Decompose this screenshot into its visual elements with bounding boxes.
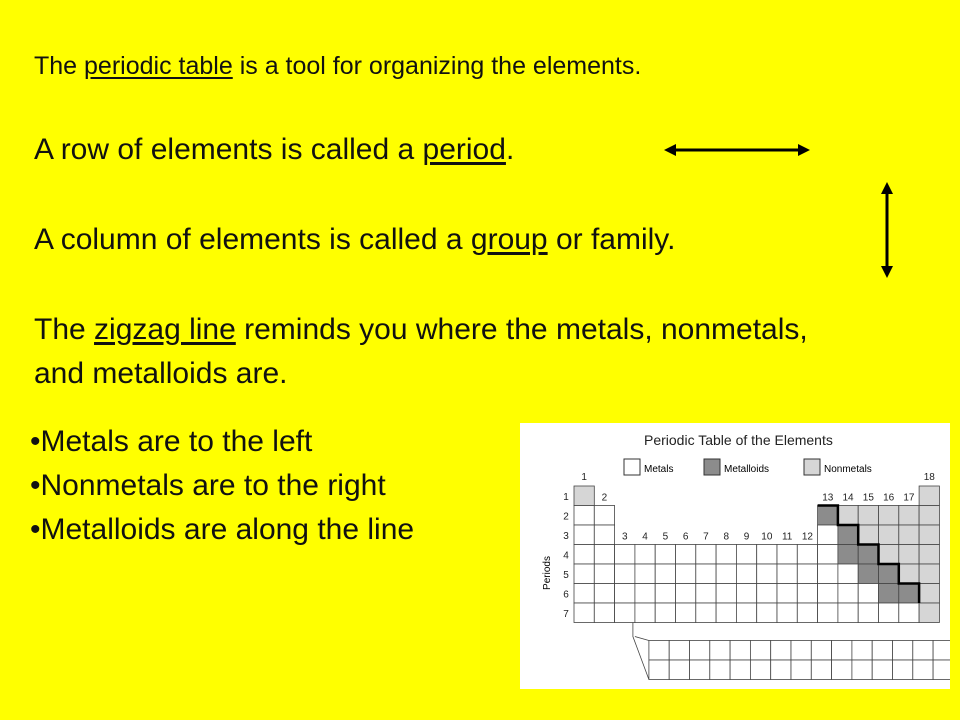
group-number: 3 [621,531,628,543]
element-cell [757,564,777,584]
inner-transition-cell [872,660,892,680]
element-cell [858,545,878,565]
element-cell [797,584,817,604]
element-cell [655,564,675,584]
inner-transition-cell [811,641,831,661]
element-cell [818,525,838,545]
legend-metals-swatch [624,459,640,475]
inner-transition-cell [791,641,811,661]
element-cell [838,545,858,565]
inner-transition-cell [771,660,791,680]
element-cell [676,603,696,623]
element-cell [716,564,736,584]
legend-metals-label: Metals [644,464,674,475]
element-cell [777,584,797,604]
element-cell [594,545,614,565]
element-cell [615,564,635,584]
inner-transition-rows [633,623,950,680]
group-number: 13 [822,492,834,504]
period-number: 2 [563,511,569,523]
group-number: 14 [842,492,854,504]
legend-metalloids-label: Metalloids [724,464,770,475]
group-number: 5 [662,531,669,543]
element-cell [594,584,614,604]
period-number: 7 [563,608,569,620]
element-cell [736,584,756,604]
period-number: 5 [563,569,569,581]
inner-transition-cell [913,641,933,661]
group-number: 10 [761,531,773,543]
element-cell [797,564,817,584]
inner-transition-cell [750,641,770,661]
element-cell [879,584,899,604]
bullet-list [30,420,414,552]
element-cell [899,525,919,545]
element-cell [594,506,614,526]
inner-transition-cell [791,660,811,680]
element-cell [777,545,797,565]
intro-before: The [34,52,85,80]
inner-connector [633,623,649,680]
element-cell [838,506,858,526]
inner-transition-cell [832,641,852,661]
group-number: 6 [682,531,689,543]
element-cell [797,545,817,565]
legend-nonmetals-swatch [804,459,820,475]
element-cell [615,584,635,604]
group-number: 2 [601,492,608,504]
group-number: 12 [801,531,814,543]
element-cell [655,603,675,623]
element-cell [655,545,675,565]
element-cell [899,545,919,565]
group-number: 7 [703,531,709,543]
element-cell [716,545,736,565]
intro-after: is a tool for organizing the elements. [232,52,642,80]
element-cell [594,603,614,623]
row-after: . [505,133,515,166]
inner-transition-cell [730,660,750,680]
element-cell [574,603,594,623]
periods-axis-label: Periods [542,556,553,590]
row-before: A row of elements is called a [34,133,423,166]
element-cell [818,506,838,526]
periodic-table-figure [520,423,950,689]
element-cell [899,603,919,623]
element-cell [676,545,696,565]
element-cell [899,564,919,584]
group-number: 17 [903,492,915,504]
bullet-metalloids: •Metalloids are along the line [30,513,415,546]
horizontal-double-arrow [664,144,810,156]
element-cell [858,584,878,604]
group-number: 4 [642,531,648,543]
element-cell [635,603,655,623]
element-cell [879,506,899,526]
period-number: 3 [563,530,569,542]
group-number: 9 [743,531,750,543]
inner-transition-cell [852,660,872,680]
element-cell [716,603,736,623]
element-cell [919,584,939,604]
element-cell [574,486,594,506]
inner-transition-cell [771,641,791,661]
inner-transition-cell [710,641,730,661]
element-cell [797,603,817,623]
column-after: or family. [547,223,676,256]
term-periodic-table: periodic table [84,52,233,80]
element-cell [757,603,777,623]
element-cell [696,545,716,565]
inner-transition-cell [852,641,872,661]
bullet-metals: •Metals are to the left [30,425,313,458]
element-cell [879,603,899,623]
inner-transition-cell [893,641,913,661]
element-cell [919,525,939,545]
zigzag-before: The [34,313,95,346]
element-cell [858,564,878,584]
element-cell [818,584,838,604]
inner-transition-cell [669,641,689,661]
element-cell [858,603,878,623]
element-cell [919,506,939,526]
group-number: 18 [923,472,935,483]
element-cell [899,584,919,604]
element-cell [736,545,756,565]
element-cell [879,525,899,545]
element-cell [736,564,756,584]
group-number: 16 [883,492,895,504]
element-cell [676,564,696,584]
column-before: A column of elements is called a [34,223,471,256]
bullet-nonmetals: •Nonmetals are to the right [30,469,386,502]
term-period: period [422,133,506,166]
figure-title: Periodic Table of the Elements [644,432,833,448]
element-cell [696,584,716,604]
term-group: group [470,223,548,256]
legend-nonmetals-label: Nonmetals [824,464,872,475]
element-cell [818,564,838,584]
group-number: 11 [781,531,793,543]
element-cell [736,603,756,623]
zigzag-line-2: and metalloids are. [34,357,288,390]
element-cell [919,603,939,623]
inner-transition-cell [750,660,770,680]
element-cell [879,545,899,565]
inner-transition-cell [690,641,710,661]
period-number: 6 [563,589,569,601]
element-cell [919,486,939,506]
legend-metalloids-swatch [704,459,720,475]
element-cell [655,584,675,604]
zigzag-after: reminds you where the metals, nonmetals, [235,313,808,346]
element-cell [696,564,716,584]
element-cell [919,564,939,584]
element-cell [574,506,594,526]
group-number: 8 [723,531,730,543]
inner-transition-cell [933,660,950,680]
inner-transition-cell [730,641,750,661]
element-cell [615,545,635,565]
element-cell [818,545,838,565]
term-zigzag-line: zigzag line [94,313,236,346]
inner-transition-cell [872,641,892,661]
element-cell [594,525,614,545]
vertical-double-arrow [881,182,893,278]
element-cell [574,564,594,584]
inner-transition-cell [710,660,730,680]
element-cell [777,603,797,623]
element-cell [858,506,878,526]
element-cell [757,584,777,604]
element-cell [635,584,655,604]
element-cell [838,525,858,545]
group-number: 15 [862,492,874,504]
element-cell [615,603,635,623]
inner-transition-cell [832,660,852,680]
inner-transition-cell [933,641,950,661]
element-cell [858,525,878,545]
element-cell [838,603,858,623]
element-cell [574,545,594,565]
period-number: 1 [563,491,569,503]
inner-transition-cell [649,660,669,680]
element-cell [919,545,939,565]
element-cell [574,525,594,545]
element-cell [757,545,777,565]
inner-transition-cell [649,641,669,661]
element-cell [574,584,594,604]
element-cell [696,603,716,623]
inner-transition-cell [669,660,689,680]
element-cell [899,506,919,526]
element-grid [574,486,939,623]
inner-transition-cell [893,660,913,680]
element-cell [838,564,858,584]
element-cell [777,564,797,584]
element-cell [635,564,655,584]
period-number: 4 [563,550,569,562]
element-cell [838,584,858,604]
element-cell [635,545,655,565]
group-number: 1 [581,472,587,483]
element-cell [676,584,696,604]
inner-transition-cell [811,660,831,680]
inner-transition-cell [690,660,710,680]
inner-transition-cell [913,660,933,680]
element-cell [594,564,614,584]
element-cell [879,564,899,584]
element-cell [716,584,736,604]
element-cell [818,603,838,623]
periodic-table-svg [520,423,950,689]
